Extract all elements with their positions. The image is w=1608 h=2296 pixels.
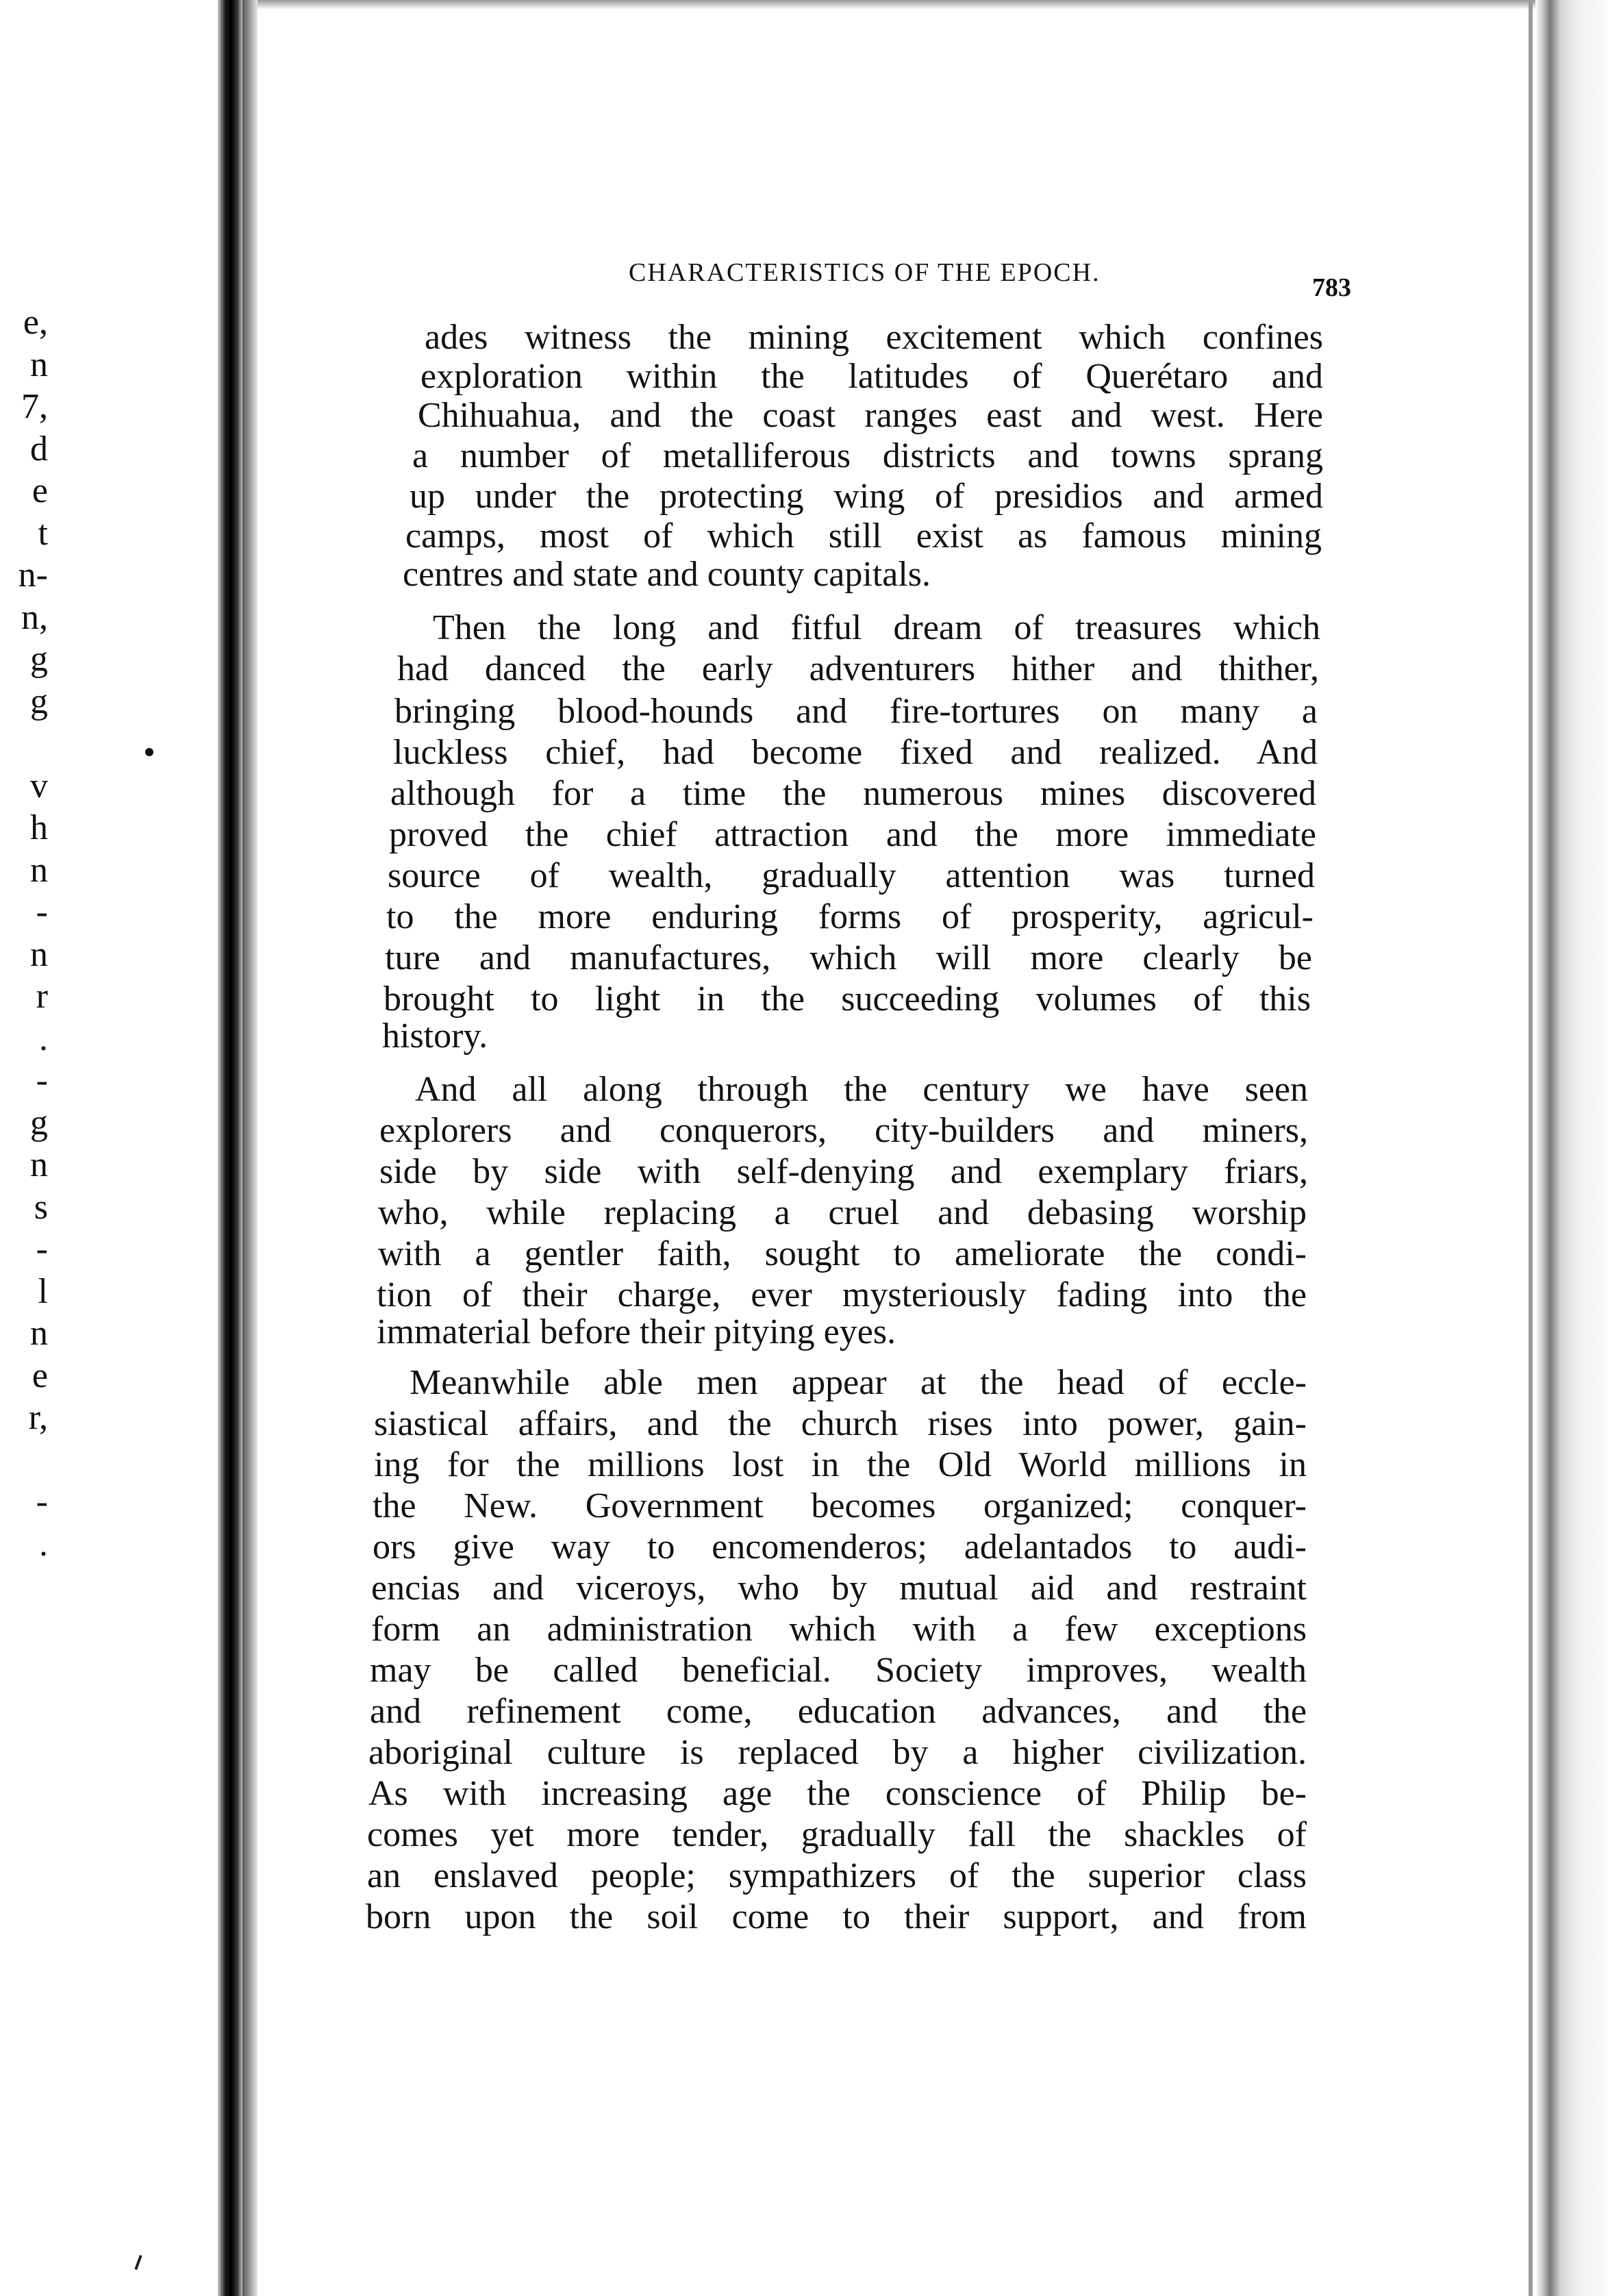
stray-ink-dot [145,748,153,756]
edge-fragment: g [30,1103,48,1143]
text-line: born upon the soil come to their support, and from [366,1897,1307,1936]
text-line: aboriginal culture is replaced by a higher civilization. [368,1733,1307,1772]
text-line: exploration within the latitudes of Querétaro and [420,357,1323,396]
text-line: As with increasing age the conscience of Philip be- [368,1774,1307,1813]
edge-fragment: v [30,766,48,806]
text-line: the New. Government becomes organized; conquer- [373,1486,1307,1525]
edge-fragment: n [30,1145,48,1184]
edge-fragment: n [30,345,48,384]
edge-fragment: d [30,429,48,469]
edge-fragment: - [36,893,48,932]
text-line: ture and manufactures, which will more clearly be [385,938,1312,977]
edge-fragment: g [30,640,48,679]
text-line: and refinement come, education advances, and the [370,1692,1307,1731]
text-line: ing for the millions lost in the Old World millions in [374,1445,1307,1484]
text-line: who, while replacing a cruel and debasing worship [378,1193,1307,1232]
paragraph-first-line: Meanwhile able men appear at the head of eccle- [410,1363,1307,1402]
page-top-edge [257,0,1535,10]
edge-fragment: . [39,1019,48,1058]
edge-fragment: n, [21,597,48,637]
edge-fragment: - [36,1061,48,1100]
text-line: brought to light in the succeeding volumes of this [384,979,1311,1019]
edge-fragment: h [30,808,48,847]
text-line: explorers and conquerors, city-builders and miners, [379,1111,1308,1150]
text-line: history. [382,1016,488,1056]
text-line: source of wealth, gradually attention was turned [388,856,1315,895]
text-line: may be called beneficial. Society improves, wealth [370,1651,1307,1690]
text-line: up under the protecting wing of presidios and armed [410,477,1323,516]
edge-fragment: e, [23,303,48,342]
text-line: ades witness the mining excitement which confines [425,318,1323,357]
stray-ink-mark [134,2255,142,2270]
edge-fragment: t [38,513,48,553]
edge-fragment: g [30,682,48,721]
edge-fragment: e [32,471,48,510]
text-line: camps, most of which still exist as famous mining [405,516,1322,556]
edge-fragment: n [30,850,48,890]
book-binding-gutter [218,0,242,2296]
page-number: 783 [1312,273,1351,302]
gutter-shadow [242,0,257,2296]
edge-fragment [0,1439,48,1482]
edge-fragment: n [30,1314,48,1353]
edge-fragment: 7, [21,387,48,426]
edge-fragment: s [34,1187,48,1227]
text-line: luckless chief, had become fixed and realized. And [393,733,1318,772]
edge-fragment: r [36,977,48,1016]
text-line: an enslaved people; sympathizers of the superior class [367,1856,1307,1895]
text-line: siastical affairs, and the church rises into power, gain- [374,1404,1307,1443]
edge-fragment [0,723,48,765]
edge-fragment: n [30,934,48,974]
paragraph-first-line: Then the long and fitful dream of treasures which [433,608,1320,647]
text-line: had danced the early adventurers hither and thither, [397,649,1319,688]
edge-fragment: l [38,1271,48,1311]
text-line: a number of metalliferous districts and towns sprang [412,436,1323,475]
text-line: immaterial before their pitying eyes. [377,1312,896,1351]
edge-fragment: - [36,1230,48,1269]
text-line: bringing blood-hounds and fire-tortures on many a [394,692,1318,731]
text-line: tion of their charge, ever mysteriously fading into the [377,1275,1307,1314]
running-head: CHARACTERISTICS OF THE EPOCH. [629,258,1101,287]
text-line: with a gentler faith, sought to ameliorate the condi- [378,1234,1307,1273]
text-line: proved the chief attraction and the more immediate [389,815,1316,854]
page-stack-edge [1535,0,1608,2296]
edge-fragment: . [39,1524,48,1564]
text-line: Chihuahua, and the coast ranges east and west. Here [418,396,1323,435]
edge-fragment: r, [28,1398,48,1437]
text-line: encias and viceroys, who by mutual aid and restraint [371,1569,1307,1608]
text-line: comes yet more tender, gradually fall the shackles of [367,1815,1307,1854]
text-line: ors give way to encomenderos; adelantados to audi- [373,1527,1307,1567]
previous-page-edge-text [0,301,48,1565]
edge-fragment: n- [18,556,48,595]
text-line: form an administration which with a few exceptions [371,1610,1307,1649]
text-line: centres and state and county capitals. [403,555,931,594]
previous-page-fragment [0,0,218,2296]
paragraph-first-line: And all along through the century we have seen [415,1070,1308,1109]
edge-fragment: e [32,1356,48,1395]
text-line: although for a time the numerous mines discovered [390,774,1316,813]
page-edge-line [1529,0,1533,2296]
edge-fragment: - [36,1482,48,1521]
text-line: side by side with self-denying and exemplary friars, [379,1152,1308,1191]
text-line: to the more enduring forms of prosperity, agricul- [386,897,1314,936]
